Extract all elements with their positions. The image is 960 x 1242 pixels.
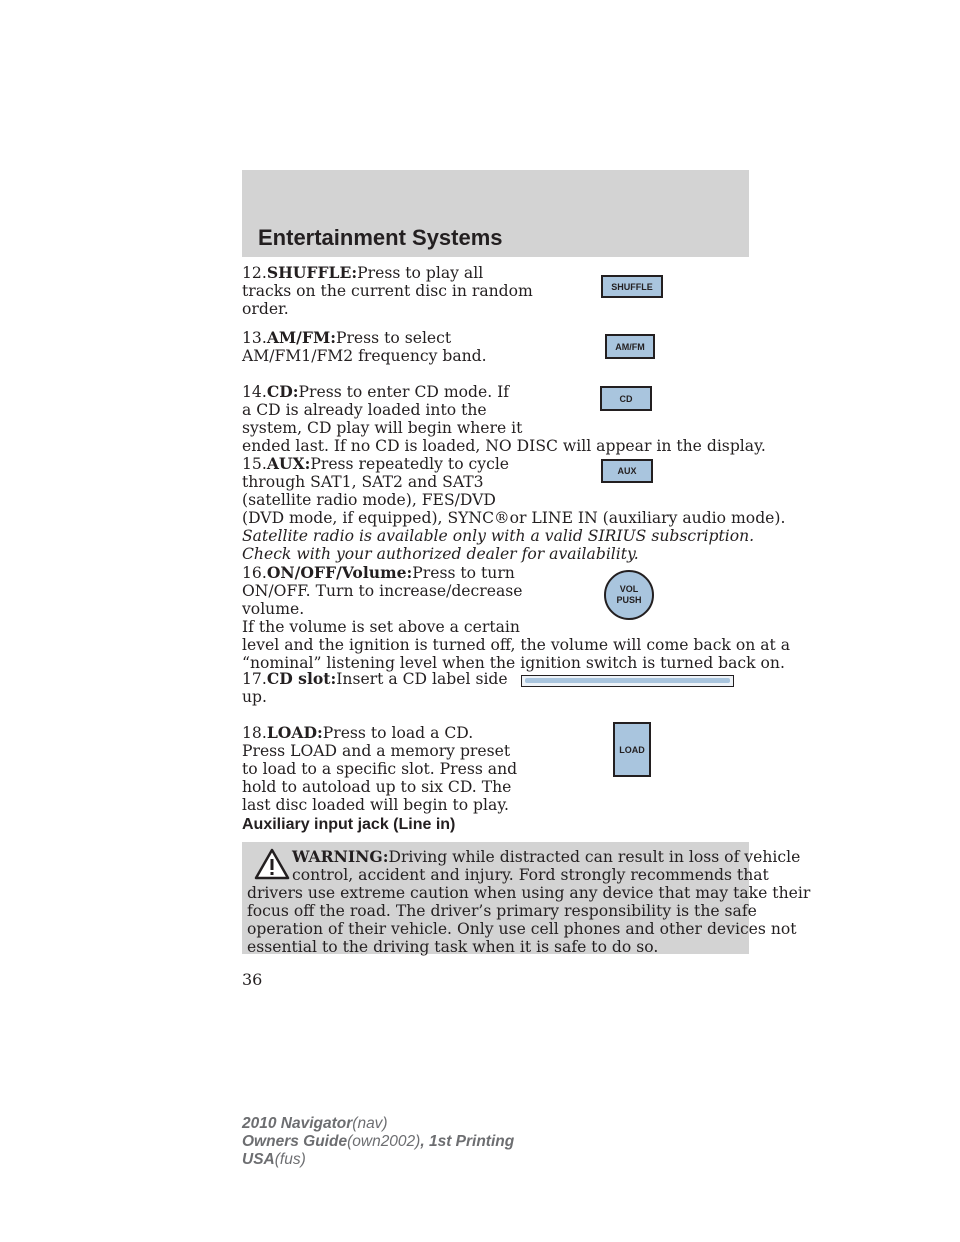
cd-slot-opening [525,678,730,683]
item-number: 12. [242,264,267,282]
item-text: If the volume is set above a certain [242,618,520,636]
warning-text: Driving while distracted can result in loss of vehicle [388,848,801,866]
cd-button-label: CD [619,393,633,404]
item-label: CD slot: [266,669,337,688]
warning-label: WARNING: [292,847,389,866]
item-aux [242,455,785,563]
aux-button [601,459,653,483]
item-number: 17. [242,670,267,688]
item-label: SHUFFLE: [266,263,358,282]
load-button [613,722,651,777]
item-label: AUX: [266,454,311,473]
item-text: (satellite radio mode), FES/DVD [242,491,496,509]
item-text: a CD is already loaded into the [242,401,487,419]
item-number: 15. [242,455,267,473]
amfm-button [605,334,655,359]
item-text: (DVD mode, if equipped), SYNC®or LINE IN (auxiliary audio mode). [242,509,786,527]
page-number: 36 [242,970,263,989]
item-text: Press to select [335,329,452,347]
item-number: 18. [242,724,267,742]
cd-button [600,386,652,411]
warning-text: operation of their vehicle. Only use cell phones and other devices not [247,920,797,938]
item-amfm [242,329,487,365]
item-text: ended last. If no CD is loaded, NO DISC will appear in the display. [242,437,766,455]
item-text: order. [242,300,289,318]
item-text: Press to turn [412,564,515,582]
footer-guide-code: (own2002) [347,1133,421,1150]
item-number: 13. [242,329,267,347]
warning-triangle-icon [254,848,290,880]
item-text: tracks on the current disc in random [242,282,533,300]
item-label: AM/FM: [266,328,336,347]
footer-model: 2010 Navigator [242,1115,353,1132]
item-label: ON/OFF/Volume: [266,563,413,582]
item-text: Press LOAD and a memory preset [242,742,511,760]
item-note: Check with your authorized dealer for availability. [242,545,639,563]
item-text: ON/OFF. Turn to increase/decrease [242,582,523,600]
warning-text: control, accident and injury. Ford strongly recommends that [292,866,769,884]
item-text: Press to play all [357,264,484,282]
item-load [242,724,517,814]
item-volume [242,564,790,672]
item-cdslot [242,670,508,706]
warning-text: essential to the driving task when it is safe to do so. [247,938,659,956]
warning-text: drivers use extreme caution when using any device that may take their [247,884,811,902]
footer-guide: Owners Guide [242,1133,348,1150]
item-text: “nominal” listening level when the ignition switch is turned back on. [242,654,785,672]
item-text: last disc loaded will begin to play. [242,796,510,814]
footer-market-code: (fus) [274,1151,306,1168]
item-text: hold to autoload up to six CD. The [242,778,512,796]
shuffle-button-label: SHUFFLE [611,281,653,292]
footer-model-code: (nav) [352,1115,388,1132]
footer-market: USA [242,1151,275,1168]
item-cd [242,383,766,455]
item-text: Press repeatedly to cycle [310,455,510,473]
load-button-label: LOAD [619,744,645,755]
item-text: up. [242,688,267,706]
item-label: LOAD: [266,723,323,742]
amfm-button-label: AM/FM [615,341,645,352]
item-text: to load to a specific slot. Press and [242,760,518,778]
item-text: Insert a CD label side [336,670,508,688]
item-text: through SAT1, SAT2 and SAT3 [242,473,484,491]
aux-button-label: AUX [617,466,637,476]
item-text: level and the ignition is turned off, the volume will come back on at a [242,636,791,654]
knob-label-bottom: PUSH [616,595,642,605]
item-text: AM/FM1/FM2 frequency band. [242,347,487,365]
footer [242,1115,514,1169]
item-shuffle [242,264,533,318]
item-number: 14. [242,383,267,401]
item-text: volume. [242,600,305,618]
item-text: Press to enter CD mode. If [298,383,510,401]
volume-knob [604,570,654,620]
item-text: system, CD play will begin where it [242,419,523,437]
warning-line [292,848,800,866]
warning-text: focus off the road. The driver’s primary responsibility is the safe [247,902,757,920]
item-label: CD: [266,382,299,401]
page-title: Entertainment Systems [258,225,503,250]
item-note: Satellite radio is available only with a valid SIRIUS subscription. [242,527,755,545]
section-heading: Auxiliary input jack (Line in) [242,816,456,833]
warning-box [242,842,811,956]
item-number: 16. [242,564,267,582]
footer-printing: , 1st Printing [420,1133,515,1150]
shuffle-button [601,275,663,298]
cd-slot-illustration [521,675,734,687]
section-header [242,170,749,257]
item-text: Press to load a CD. [322,724,474,742]
knob-label-top: VOL [619,584,639,594]
